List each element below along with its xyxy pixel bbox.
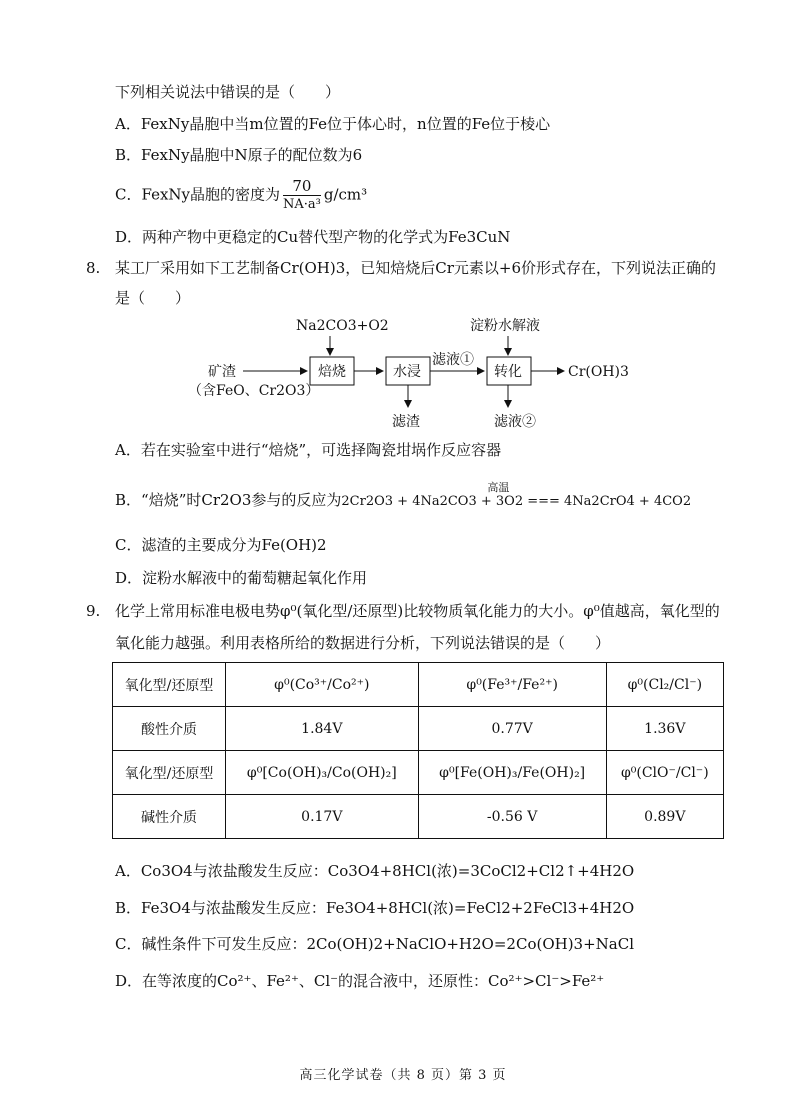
table-cell: φ⁰(ClO⁻/Cl⁻)	[606, 751, 723, 795]
reagent-na2co3-o2: Na2CO3+O2	[296, 318, 389, 334]
density-unit: g/cm³	[323, 185, 368, 204]
table-cell: 1.36V	[606, 707, 723, 751]
table-cell: 酸性介质	[113, 707, 226, 751]
page-footer: 高三化学试卷（共 8 页）第 3 页	[299, 1068, 507, 1083]
q8-option-d: D．淀粉水解液中的葡萄糖起氧化作用	[115, 569, 368, 587]
table-cell: -0.56 V	[418, 795, 606, 839]
q7-option-b: B．FexNy晶胞中N原子的配位数为6	[115, 146, 363, 164]
q7-option-d: D．两种产物中更稳定的Cu替代型产物的化学式为Fe3CuN	[115, 228, 511, 246]
q9-option-a: A．Co3O4与浓盐酸发生反应：Co3O4+8HCl(浓)=3CoCl2+Cl2↑+4H2O	[115, 862, 635, 880]
table-cell: 0.77V	[418, 707, 606, 751]
q7-stem: 下列相关说法中错误的是（ ）	[115, 83, 341, 101]
table-cell: φ⁰(Co³⁺/Co²⁺)	[226, 663, 419, 707]
q8-option-c: C．滤渣的主要成分为Fe(OH)2	[115, 536, 327, 554]
table-row	[113, 707, 724, 751]
equation-text: 2Cr2O3 + 4Na2CO3 + 3O2 === 4Na2CrO4 + 4CO2	[341, 494, 692, 509]
q9-stem-line1: 化学上常用标准电极电势φ⁰(氧化型/还原型)比较物质氧化能力的大小。φ⁰值越高，氧化型的	[115, 602, 720, 620]
q8-option-b	[115, 481, 692, 512]
table-row	[113, 751, 724, 795]
fraction-numerator: 70	[283, 178, 321, 196]
table-cell: φ⁰[Co(OH)₃/Co(OH)₂]	[226, 751, 419, 795]
q9-number: 9.	[86, 602, 101, 620]
table-row	[113, 663, 724, 707]
step-conversion-label: 转化	[494, 364, 522, 380]
reagent-starch-hydrolysate: 淀粉水解液	[470, 318, 540, 334]
filtrate2-label: 滤液②	[494, 414, 536, 430]
table-cell: 1.84V	[226, 707, 419, 751]
input-slag-note: （含FeO、Cr2O3）	[188, 383, 320, 399]
process-flow-diagram	[0, 300, 806, 440]
q8-number: 8.	[86, 259, 101, 277]
roasting-equation	[341, 481, 692, 512]
electrode-potential-table	[112, 662, 724, 839]
table-cell: 氧化型/还原型	[113, 751, 226, 795]
filtrate1-label: 滤液①	[432, 352, 474, 368]
step-roasting-label: 焙烧	[318, 364, 346, 380]
q7-option-c-prefix: C．FexNy晶胞的密度为	[115, 185, 281, 204]
q9-option-c: C．碱性条件下可发生反应：2Co(OH)2+NaClO+H2O=2Co(OH)3+NaCl	[115, 935, 635, 953]
q8-stem-line2: 是（ ）	[115, 289, 191, 307]
table-row	[113, 795, 724, 839]
density-fraction	[283, 178, 321, 213]
table-cell: 0.17V	[226, 795, 419, 839]
fraction-denominator: NA·a³	[283, 197, 321, 212]
q8-stem-line1: 某工厂采用如下工艺制备Cr(OH)3，已知焙烧后Cr元素以+6价形式存在，下列说法正确的	[115, 259, 717, 277]
input-slag: 矿渣	[208, 364, 236, 380]
table-cell: 氧化型/还原型	[113, 663, 226, 707]
product-label: Cr(OH)3	[568, 364, 629, 380]
table-cell: φ⁰(Fe³⁺/Fe²⁺)	[418, 663, 606, 707]
table-cell: φ⁰[Fe(OH)₃/Fe(OH)₂]	[418, 751, 606, 795]
table-cell: 0.89V	[606, 795, 723, 839]
table-cell: φ⁰(Cl₂/Cl⁻)	[606, 663, 723, 707]
q7-option-c	[115, 178, 367, 213]
q9-option-b: B．Fe3O4与浓盐酸发生反应：Fe3O4+8HCl(浓)=FeCl2+2FeCl3+4H2O	[115, 899, 635, 917]
q8-option-a: A．若在实验室中进行“焙烧”，可选择陶瓷坩埚作反应容器	[115, 441, 502, 459]
reaction-condition: 高温	[487, 481, 510, 494]
table-cell: 碱性介质	[113, 795, 226, 839]
q9-stem-line2: 氧化能力越强。利用表格所给的数据进行分析，下列说法错误的是（ ）	[115, 634, 611, 652]
q8-option-b-prefix: B．“焙烧”时Cr2O3参与的反应为	[115, 491, 342, 509]
residue-label: 滤渣	[392, 414, 420, 430]
q7-option-a: A．FexNy晶胞中当m位置的Fe位于体心时，n位置的Fe位于棱心	[115, 115, 551, 133]
q9-option-d: D．在等浓度的Co²⁺、Fe²⁺、Cl⁻的混合液中，还原性：Co²⁺>Cl⁻>Fe²⁺	[115, 972, 605, 990]
step-leaching-label: 水浸	[393, 364, 421, 380]
